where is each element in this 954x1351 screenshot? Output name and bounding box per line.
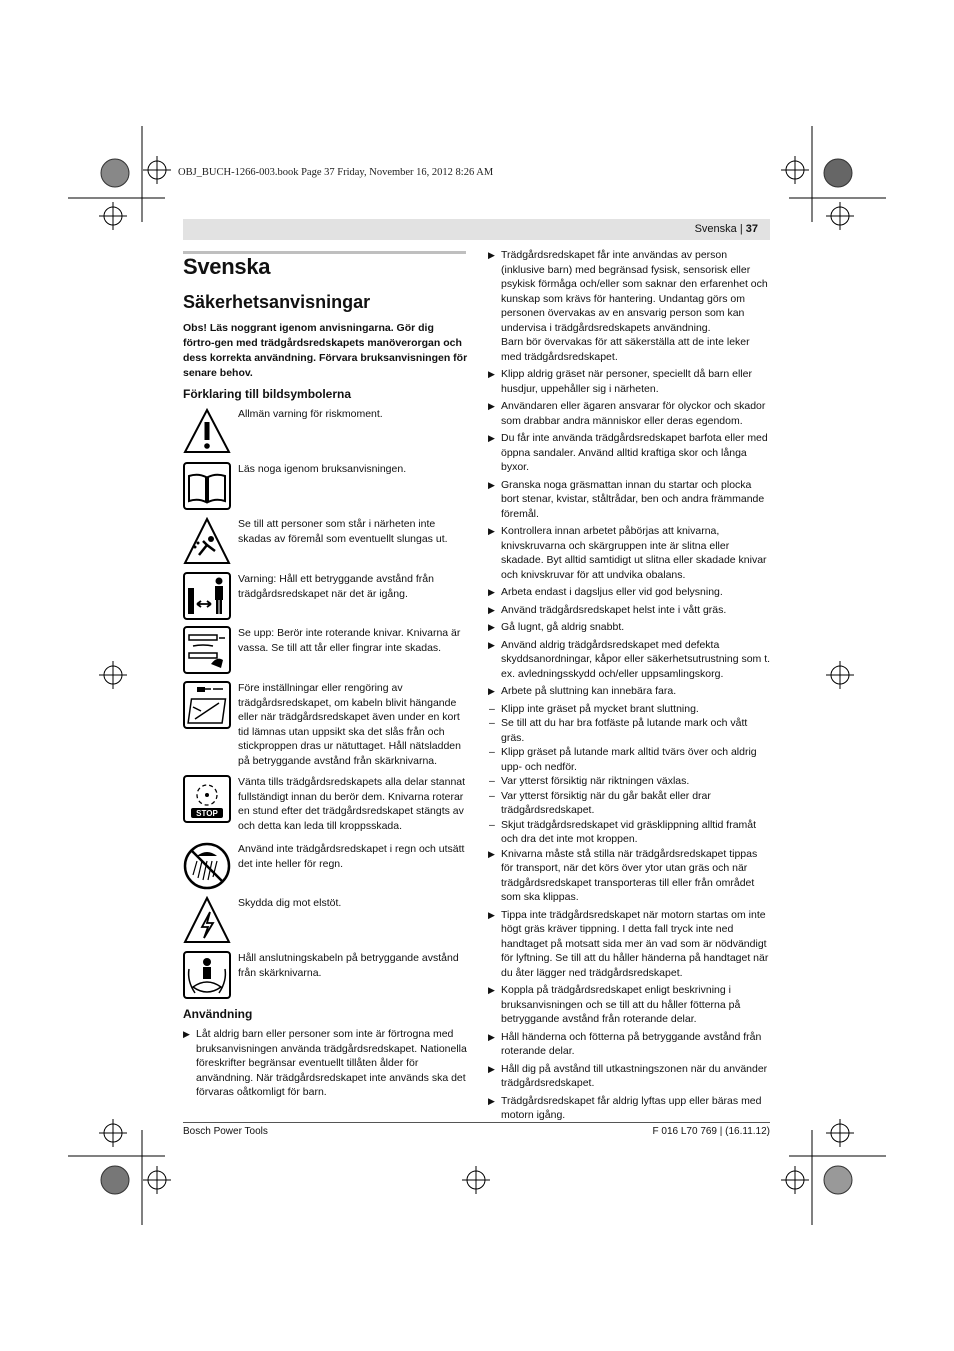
right-column-list	[488, 248, 772, 1126]
bullet-icon: ▶	[488, 1031, 495, 1042]
list-item-text: Knivarna måste stå stilla när trädgårdsredskapet tippas för transport, när det körs över ytor utan gräs och när trädgårdsredskapet transporteras till eller från området som ska klippas.	[501, 847, 758, 903]
list-item-text: Barn bör övervakas för att säkerställa att de inte leker med trädgårdsredskapet.	[501, 336, 750, 363]
bullet-icon: ▶	[488, 433, 495, 443]
list-item-text: Använd trädgårdsredskapet helst inte i vått gräs.	[501, 603, 727, 616]
bullet-icon: ▶	[488, 848, 495, 859]
list-item	[488, 638, 772, 682]
symbol-text: Före inställningar eller rengöring av trädgårdsredskapet, om kabeln blivit hängande eller när trädgårdsredskapet även under en kort tid lämnas utan uppsikt ska det slås från och stickproppen dras ur nätuttaget. Håll nätsladden på betryggande avstånd från skärknivarna.	[238, 682, 461, 767]
bullet-icon: ▶	[488, 622, 495, 632]
list-item	[488, 524, 772, 582]
list-item	[183, 1027, 468, 1100]
dash-marker: –	[489, 746, 495, 758]
bullet-icon: ▶	[488, 985, 495, 995]
list-item	[488, 702, 772, 717]
list-item	[488, 431, 772, 475]
list-item	[488, 1094, 772, 1123]
bullet-icon: ▶	[488, 909, 495, 920]
list-item-text: Du får inte använda trädgårdsredskapet barfota eller med öppna sandaler. Använd alltid kraftiga skor och långa byxor.	[501, 432, 768, 473]
bullet-icon: ▶	[183, 1029, 190, 1039]
page-title: Svenska	[183, 254, 271, 279]
book-info-line: OBJ_BUCH-1266-003.book Page 37 Friday, November 16, 2012 8:26 AM	[178, 167, 494, 178]
symbols-heading: Förklaring till bildsymbolerna	[183, 387, 352, 401]
usage-heading: Användning	[183, 1007, 253, 1021]
list-item-text: Trädgårdsredskapet får inte användas av person (inklusive barn) med begränsad fysisk, sensorisk eller psykisk förmåga och/eller som saknar den erfarenhet och kunskap som krävs för hantering. Undantag görs om personen övervakas av en ansvarig person som kan undervisa i trädgårdsredskapets användning.	[501, 249, 768, 334]
list-item	[488, 1062, 772, 1091]
list-item-text: Klipp inte gräset på mycket brant sluttning.	[501, 702, 699, 715]
list-item	[488, 1030, 772, 1059]
symbol-text: Varning: Håll ett betryggande avstånd från trädgårdsredskapet när det är igång.	[238, 573, 434, 600]
list-item	[488, 789, 772, 818]
list-item-text: Arbete på sluttning kan innebära fara.	[501, 685, 677, 697]
safe-distance-icon	[183, 572, 231, 620]
list-item-text: Tippa inte trädgårdsredskapet när motorn startas om inte högt gräs kräver tippning. I detta fall tryck inte ned handtaget på motsatt sida mer än vad som är nödvändigt för lyftning. Se till att du håller händerna på handtaget när du åter lägger ned trädgårdsredskapet.	[501, 908, 769, 979]
bullet-icon: ▶	[488, 479, 495, 490]
warning-icon	[183, 407, 231, 455]
bullet-icon: ▶	[488, 401, 495, 411]
stop-label: STOP	[196, 809, 218, 818]
list-item	[488, 774, 772, 789]
list-item	[488, 983, 772, 1027]
list-item	[488, 818, 772, 847]
page-header-bar	[183, 219, 770, 240]
list-item-text: Var ytterst försiktig när du går bakåt eller drar trädgårdsredskapet.	[501, 789, 711, 816]
dash-marker: –	[489, 775, 495, 787]
dash-marker: –	[489, 702, 495, 715]
header-language: Svenska	[694, 223, 737, 235]
list-item-text: Kontrollera innan arbetet påbörjas att knivarna, knivskruvarna och skärgruppen inte är slitna eller skadade. Byt alltid samtidigt ut slitna eller skadade knivar och knivskruvar för att undvika obalans.	[501, 525, 767, 581]
list-item-text: Trädgårdsredskapet får aldrig lyftas upp eller bäras med motorn igång.	[501, 1094, 762, 1121]
list-item	[488, 248, 772, 335]
symbol-text: Se upp: Berör inte roterande knivar. Knivarna är vassa. Se till att tår eller fingrar inte skadas.	[238, 627, 461, 654]
symbol-text: Håll anslutningskabeln på betryggande avstånd från skärknivarna.	[238, 952, 459, 979]
list-item-text: Användaren eller ägaren ansvarar för olyckor och skador som drabbar andra människor eller deras egendom.	[501, 400, 766, 427]
list-item	[488, 603, 772, 618]
stop-icon	[183, 775, 231, 823]
list-item-text: Gå lugnt, gå aldrig snabbt.	[501, 621, 625, 633]
bullet-icon: ▶	[488, 526, 495, 536]
list-item	[488, 399, 772, 428]
bullet-icon: ▶	[488, 369, 495, 379]
unplug-icon	[183, 681, 231, 729]
list-item	[488, 847, 772, 905]
symbol-text: Allmän varning för riskmoment.	[238, 408, 383, 420]
bullet-icon: ▶	[488, 1063, 495, 1074]
list-item-text: Klipp aldrig gräset när personer, speciellt då barn eller husdjur, uppehåller sig i närheten.	[501, 368, 752, 395]
bullet-icon: ▶	[488, 604, 495, 615]
list-item	[488, 716, 772, 745]
footer-rule	[183, 1122, 770, 1123]
page-number: 37	[745, 223, 758, 235]
dash-marker: –	[489, 717, 495, 729]
page-header-label	[695, 223, 758, 235]
list-item	[488, 335, 772, 364]
symbol-text: Se till att personer som står i närheten inte skadas av föremål som eventuellt slungas ut.	[238, 518, 448, 545]
list-item-text: Använd aldrig trädgårdsredskapet med defekta skyddsanordningar, kåpor eller säkerhetsutrustning som t. ex. avledningsskydd och/eller uppsamlingskorg.	[501, 638, 771, 680]
list-item-text: Arbeta endast i dagsljus eller vid god belysning.	[501, 586, 723, 598]
cable-distance-icon	[183, 951, 231, 999]
section-heading: Säkerhetsanvisningar	[183, 292, 371, 312]
list-item-text: Klipp gräset på lutande mark alltid tvärs över och aldrig upp- och nedför.	[501, 746, 757, 773]
list-item-text: Håll händerna och fötterna på betryggande avstånd från roterande delar.	[501, 1030, 762, 1057]
list-item	[488, 908, 772, 981]
dash-marker: –	[489, 789, 495, 802]
intro-text: Obs! Läs noggrant igenom anvisningarna. Gör dig förtro-gen med trädgårdsredskapets manöverorgan och dess korrekta användning. Förvara bruksanvisningen för senare behov.	[183, 322, 468, 379]
list-item	[488, 745, 772, 774]
bullet-icon: ▶	[488, 250, 495, 260]
footer-doc-id: F 016 L70 769 | (16.11.12)	[652, 1126, 770, 1137]
symbol-text: Vänta tills trädgårdsredskapets alla delar stannat fullständigt innan du berör dem. Knivarna roterar en stund efter det trädgårdsredskapet stängts av och detta kan leda till kroppsskada.	[238, 776, 466, 832]
symbol-text: Använd inte trädgårdsredskapet i regn och utsätt det inte heller för regn.	[238, 843, 465, 870]
list-item-text: Håll dig på avstånd till utkastningszonen när du använder trädgårdsredskapet.	[501, 1062, 768, 1089]
footer-brand: Bosch Power Tools	[183, 1126, 268, 1137]
bullet-icon: ▶	[488, 639, 495, 650]
list-item-text: Se till att du har bra fotfäste på lutande mark och vått gräs.	[501, 717, 748, 744]
list-item-text: Var ytterst försiktig när riktningen växlas.	[501, 775, 690, 787]
list-item-text: Granska noga gräsmattan innan du startar och plocka bort stenar, kvistar, ståltrådar, ben och andra främmande föremål.	[501, 478, 765, 520]
symbol-text: Skydda dig mot elstöt.	[238, 897, 342, 909]
header-separator: |	[736, 223, 746, 235]
no-rain-icon	[183, 842, 231, 890]
symbol-text: Läs noga igenom bruksanvisningen.	[238, 463, 407, 475]
dash-marker: –	[489, 818, 495, 831]
list-item-text: Koppla på trädgårdsredskapet enligt beskrivning i bruksanvisningen och se till att du håller fötterna på betryggande avstånd från roterande delar.	[501, 984, 741, 1025]
thrown-objects-icon	[183, 517, 231, 565]
list-item	[488, 585, 772, 600]
blade-hand-icon	[183, 626, 231, 674]
list-item	[488, 684, 772, 699]
list-item-text: Låt aldrig barn eller personer som inte är förtrogna med bruksanvisningen använda trädgårdsredskapet. Nationella föreskrifter begränsar eventuellt tillåten ålder för användning. När trädgårdsredskapet inte används ska det förvaras oåtkomligt för barn.	[196, 1028, 467, 1098]
bullet-icon: ▶	[488, 587, 495, 597]
electric-shock-icon	[183, 896, 231, 944]
bullet-icon: ▶	[488, 686, 495, 696]
list-item	[488, 478, 772, 522]
bullet-icon: ▶	[488, 1095, 495, 1106]
list-item	[488, 367, 772, 396]
manual-icon	[183, 462, 231, 510]
list-item-text: Skjut trädgårdsredskapet vid gräsklippning alltid framåt och dra det inte mot kroppen.	[501, 818, 757, 845]
list-item	[488, 620, 772, 635]
usage-list	[183, 1027, 468, 1103]
